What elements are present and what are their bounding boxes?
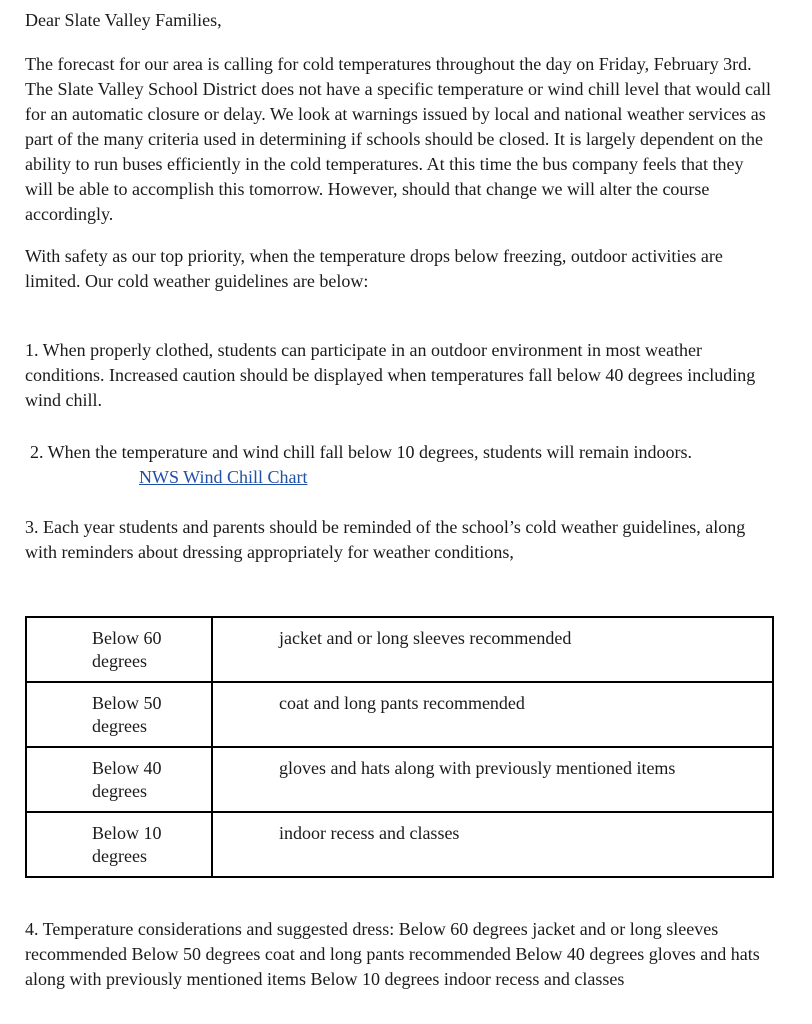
guideline-item-4: 4. Temperature considerations and suggested dress: Below 60 degrees jacket and or long sleeves recommended Below 50 degrees coat and long pants recommended Below 40 degrees gloves and hats along with previously mentioned items Below 10 degrees indoor recess and classes xyxy=(25,919,760,989)
safety-paragraph: With safety as our top priority, when the temperature drops below freezing, outdoor activities are limited. Our cold weather guidelines are below: xyxy=(25,246,723,291)
temperature-cell: Below 50 degrees xyxy=(26,682,212,747)
guideline-item-2-text: 2. When the temperature and wind chill fall below 10 degrees, students will remain indoors. xyxy=(30,442,692,462)
guideline-item-1: 1. When properly clothed, students can participate in an outdoor environment in most weather conditions. Increased caution should be displayed when temperatures fall below 40 degrees including wind chill. xyxy=(25,340,756,410)
table-row xyxy=(26,812,773,877)
recommendation-cell: jacket and or long sleeves recommended xyxy=(212,617,773,682)
guideline-item-2 xyxy=(30,440,692,490)
temperature-cell: Below 10 degrees xyxy=(26,812,212,877)
table-row xyxy=(26,682,773,747)
dress-guidelines-table xyxy=(25,616,774,878)
temperature-cell: Below 40 degrees xyxy=(26,747,212,812)
guideline-item-3: 3. Each year students and parents should be reminded of the school’s cold weather guidelines, along with reminders about dressing appropriately for weather conditions, xyxy=(25,517,746,562)
greeting: Dear Slate Valley Families, xyxy=(25,10,222,30)
recommendation-cell: gloves and hats along with previously mentioned items xyxy=(212,747,773,812)
recommendation-cell: indoor recess and classes xyxy=(212,812,773,877)
forecast-paragraph: The forecast for our area is calling for cold temperatures throughout the day on Friday, February 3rd. The Slate Valley School District does not have a specific temperature or wind chill level that would call for an automatic closure or delay. We look at warnings issued by local and national weather services as part of the many criteria used in determining if schools should be closed. It is largely dependent on the ability to run buses efficiently in the cold temperatures. At this time the bus company feels that they will be able to accomplish this tomorrow. However, should that change we will alter the course accordingly. xyxy=(25,54,771,224)
temperature-cell: Below 60 degrees xyxy=(26,617,212,682)
recommendation-cell: coat and long pants recommended xyxy=(212,682,773,747)
table-row xyxy=(26,617,773,682)
table-row xyxy=(26,747,773,812)
nws-wind-chill-chart-link[interactable]: NWS Wind Chill Chart xyxy=(139,467,308,487)
